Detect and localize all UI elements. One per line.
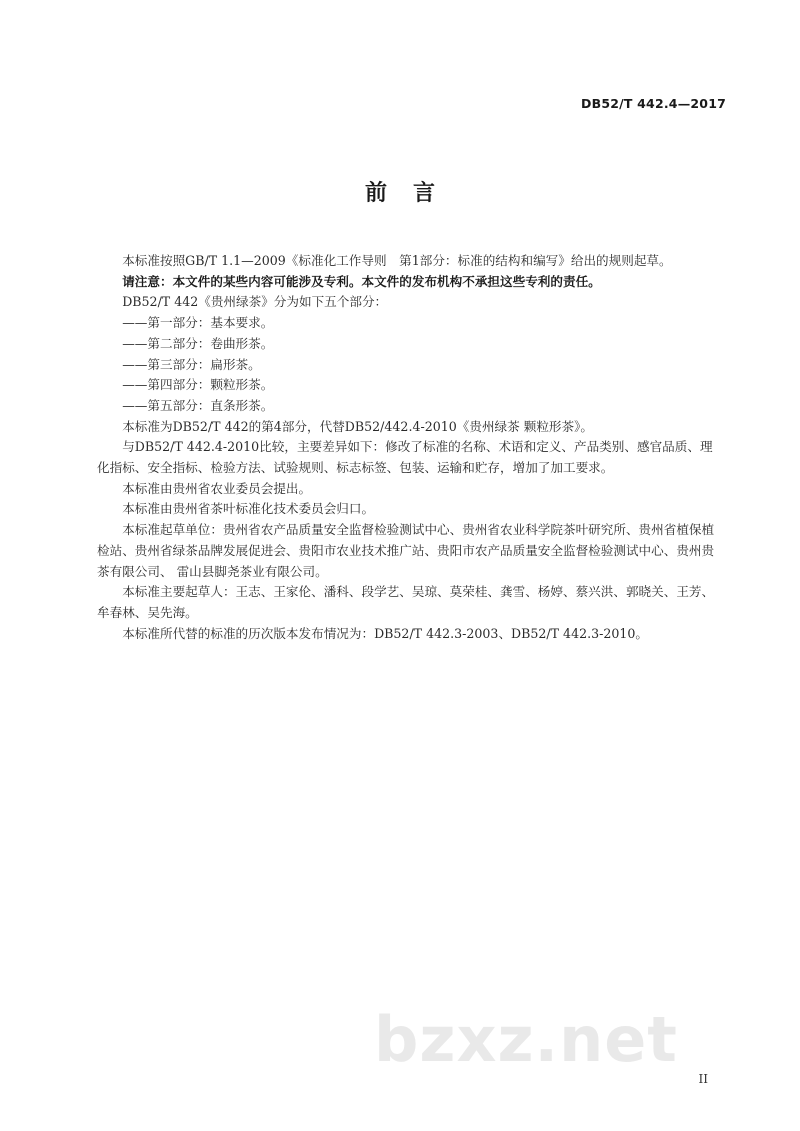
document-code: DB52/T 442.4—2017: [581, 96, 726, 111]
paragraph-parts-intro: DB52/T 442《贵州绿茶》分为如下五个部分：: [122, 294, 388, 310]
paragraph-replacement: 本标准为DB52/T 442的第4部分，代替DB52/442.4-2010《贵州绿茶 颗粒形茶》。: [122, 418, 594, 434]
paragraph-drafting-units: 本标准起草单位：贵州省农产品质量安全监督检验测试中心、贵州省农业科学院茶叶研究所、贵州省植保植检站、贵州省绿茶品牌发展促进会、贵阳市农业技术推广站、贵阳市农产品质量安全监督检验测试中心、贵州贵茶有限公司、 雷山县脚尧茶业有限公司。: [97, 522, 715, 579]
list-item: ——第一部分：基本要求。: [122, 315, 274, 331]
paragraph-patent-notice: 请注意：本文件的某些内容可能涉及专利。本文件的发布机构不承担这些专利的责任。: [122, 273, 601, 289]
foreword-body: [97, 251, 725, 644]
watermark: bzxz.net: [374, 1003, 678, 1076]
page-number: II: [698, 1072, 708, 1086]
paragraph-version-history: 本标准所代替的标准的历次版本发布情况为：DB52/T 442.3-2003、DB52/T 442.3-2010。: [122, 625, 649, 641]
list-item: ——第四部分：颗粒形茶。: [122, 377, 274, 393]
paragraph-proposed-by: 本标准由贵州省农业委员会提出。: [122, 480, 312, 496]
list-item: ——第三部分：扁形茶。: [122, 356, 261, 372]
paragraph-differences: 与DB52/T 442.4-2010比较，主要差异如下：修改了标准的名称、术语和定义、产品类别、感官品质、理化指标、安全指标、检验方法、试验规则、标志标签、包装、运输和贮存，增加了加工要求。: [97, 439, 713, 476]
list-item: ——第五部分：直条形茶。: [122, 397, 274, 413]
paragraph-drafting-rules: 本标准按照GB/T 1.1—2009《标准化工作导则 第1部分：标准的结构和编写》给出的规则起草。: [122, 253, 672, 268]
parts-list: [97, 313, 725, 417]
list-item: ——第二部分：卷曲形茶。: [122, 335, 274, 351]
paragraph-drafters: 本标准主要起草人：王志、王家伦、潘科、段学艺、吴琼、莫荣桂、龚雪、杨婷、蔡兴洪、郭晓关、王芳、牟春林、吴先海。: [97, 584, 715, 620]
page-title: 前言: [364, 181, 461, 206]
paragraph-centralized-by: 本标准由贵州省茶叶标准化技术委员会归口。: [122, 501, 375, 517]
